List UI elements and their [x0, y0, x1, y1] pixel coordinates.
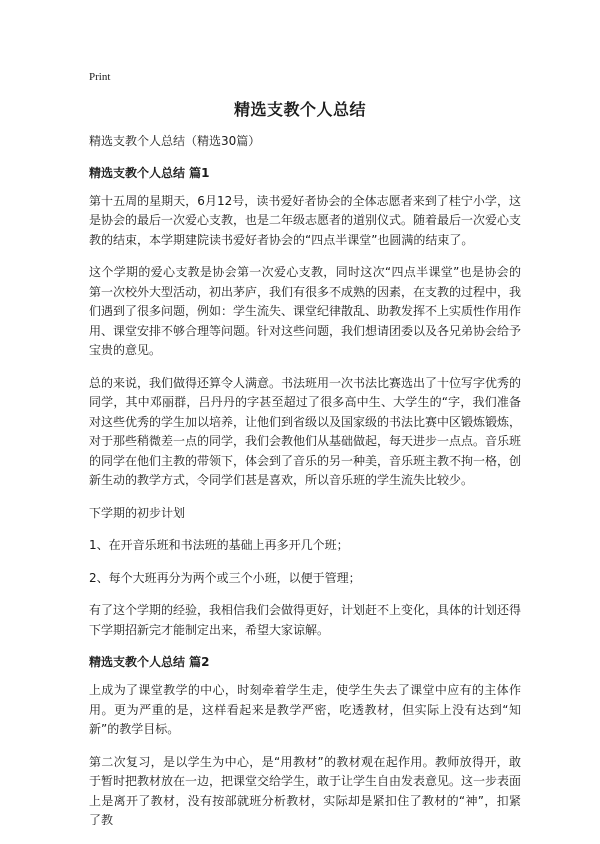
paragraph: 下学期的初步计划 — [89, 505, 186, 520]
document-body — [89, 132, 521, 844]
section-heading-2: 精选支教个人总结 篇2 — [89, 655, 210, 669]
print-link[interactable]: Print — [89, 71, 111, 83]
paragraph: 这个学期的爱心支教是协会第一次爱心支教，同时这次“四点半课堂”也是协会的第一次校外大型活动，初出茅庐，我们有很多不成熟的因素，在支教的过程中，我们遇到了很多问题，例如：学生流失、课堂纪律散乱、助教发挥不上实质性作用作用、课堂安排不够合理等问题。针对这些问题，我们想请团委以及各兄弟协会给予宝贵的意见。 — [89, 265, 522, 357]
paragraph: 上成为了课堂教学的中心，时刻牵着学生走，使学生失去了课堂中应有的主体作用。更为严重的是，这样看起来是教学严密，吃透教材，但实际上没有达到“知新”的教学目标。 — [89, 683, 521, 736]
paragraph: 第二次复习，是以学生为中心，是“用教材”的教材观在起作用。教师放得开，敢于暂时把教材放在一边，把课堂交给学生，敢于让学生自由发表意见。这一步表面上是离开了教材，没有按部就班分析教材，实际却是紧扣住了教材的“神”，扣紧了教 — [89, 754, 522, 827]
paragraph: 总的来说，我们做得还算令人满意。书法班用一次书法比赛选出了十位写字优秀的同学，其中邓丽群，吕丹丹的字甚至超过了很多高中生、大学生的“字，我们准备对这些优秀的学生加以培养，让他们到省级以及国家级的书法比赛中区锻炼锻炼，对于那些稍微差一点的同学，我们会教他们从基础做起，每天进步一点点。音乐班的同学在他们主教的带领下，体会到了音乐的另一种美，音乐班主教不拘一格，创新生动的教学方式，令同学们甚是喜欢，所以音乐班的学生流失比较少。 — [89, 375, 522, 487]
paragraph: 有了这个学期的经验，我相信我们会做得更好，计划赶不上变化，具体的计划还得下学期招新完才能制定出来，希望大家谅解。 — [89, 603, 522, 637]
document-subtitle: 精选支教个人总结（精选30篇） — [89, 134, 261, 148]
section-heading-1: 精选支教个人总结 篇1 — [89, 165, 210, 180]
paragraph: 第十五周的星期天，6月12号，读书爱好者协会的全体志愿者来到了桂宁小学，这是协会的最后一次爱心支教，也是二年级志愿者的道别仪式。随着最后一次爱心支教的结束，本学期建院读书爱好者协会的“四点半课堂”也圆满的结束了。 — [89, 193, 522, 247]
document-title: 精选支教个人总结 — [233, 100, 366, 119]
list-item: 2、每个大班再分为两个或三个小班，以便于管理； — [89, 570, 361, 585]
list-item: 1、在开音乐班和书法班的基础上再多开几个班； — [89, 538, 349, 552]
